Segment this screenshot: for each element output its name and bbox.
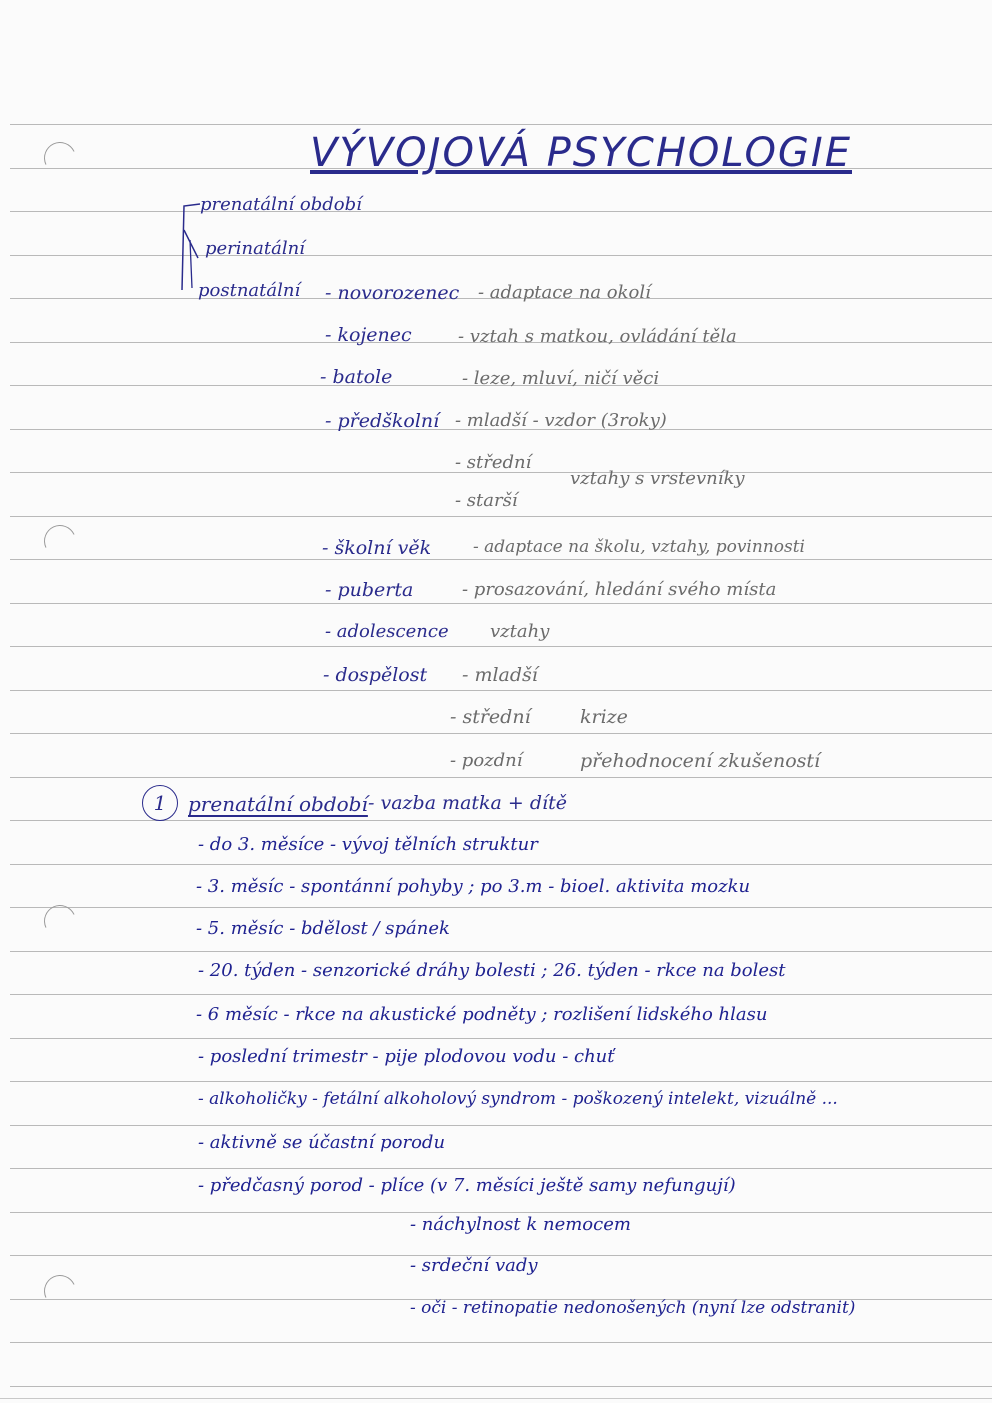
section-number: 1: [142, 785, 178, 821]
ruled-line: [10, 864, 992, 865]
stage-note: krize: [580, 706, 628, 728]
ruled-line: [10, 690, 992, 691]
section-item: - alkoholičky - fetální alkoholový syndrom - poškozený intelekt, vizuálně ...: [198, 1089, 838, 1109]
section-item: - náchylnost k nemocem: [410, 1214, 631, 1235]
stage-name: - batole: [320, 366, 393, 388]
stage-name: - střední: [455, 452, 532, 473]
stage-note: vztahy s vrstevníky: [570, 468, 745, 489]
section-item: - oči - retinopatie nedonošených (nyní lze odstranit): [410, 1298, 856, 1318]
stage-note: - vztah s matkou, ovládání těla: [458, 326, 737, 347]
stage-note: - leze, mluví, ničí věci: [462, 368, 660, 389]
section-item: - předčasný porod - plíce (v 7. měsíci ještě samy nefungují): [198, 1175, 736, 1196]
stage-name: - střední: [450, 706, 531, 728]
outline-prenatal: prenatální období: [200, 194, 362, 215]
stage-note: - prosazování, hledání svého místa: [462, 579, 777, 600]
ruled-line: [10, 1038, 992, 1039]
ruled-line: [10, 1342, 992, 1343]
stage-name: - předškolní: [325, 410, 440, 432]
ruled-line: [10, 603, 992, 604]
stage-name: - puberta: [325, 579, 414, 601]
section-heading-note: - vazba matka + dítě: [368, 792, 567, 814]
section-item: - poslední trimestr - pije plodovou vodu - chuť: [198, 1046, 615, 1067]
section-item: - 6 měsíc - rkce na akustické podněty ; rozlišení lidského hlasu: [196, 1004, 768, 1025]
stage-note: vztahy: [490, 621, 550, 642]
stage-name: - novorozenec: [325, 282, 460, 304]
stage-note: přehodnocení zkušeností: [580, 750, 821, 772]
ruled-line: [10, 516, 992, 517]
section-item: - 3. měsíc - spontánní pohyby ; po 3.m - bioel. aktivita mozku: [196, 876, 751, 897]
page-edge: [0, 1398, 992, 1399]
stage-note: - adaptace na školu, vztahy, povinnosti: [473, 537, 805, 557]
section-heading: prenatální období: [188, 792, 368, 816]
section-item: - do 3. měsíce - vývoj tělních struktur: [198, 834, 538, 855]
section-item: - 5. měsíc - bdělost / spánek: [196, 918, 450, 939]
stage-note: - mladší - vzdor (3roky): [455, 410, 667, 431]
ruled-line: [10, 907, 992, 908]
ruled-line: [10, 1125, 992, 1126]
stage-name: - kojenec: [325, 324, 412, 346]
ruled-line: [10, 777, 992, 778]
stage-name: - dospělost: [323, 664, 428, 686]
ruled-line: [10, 1386, 992, 1387]
ruled-line: [10, 211, 992, 212]
ruled-line: [10, 559, 992, 560]
ruled-line: [10, 733, 992, 734]
punch-hole: [39, 520, 80, 561]
section-item: - aktivně se účastní porodu: [198, 1132, 446, 1153]
punch-hole: [39, 137, 80, 178]
stage-name: - pozdní: [450, 750, 523, 771]
ruled-line: [10, 124, 992, 125]
ruled-line: [10, 1081, 992, 1082]
ruled-line: [10, 1168, 992, 1169]
outline-perinatal: perinatální: [205, 238, 305, 259]
stage-name: - školní věk: [322, 537, 432, 559]
section-item: - 20. týden - senzorické dráhy bolesti ; 26. týden - rkce na bolest: [198, 960, 786, 981]
stage-name: - starší: [455, 490, 518, 511]
ruled-line: [10, 951, 992, 952]
punch-hole: [39, 1270, 80, 1311]
stage-name: - adolescence: [325, 621, 449, 642]
ruled-line: [10, 1212, 992, 1213]
ruled-line: [10, 255, 992, 256]
ruled-line: [10, 646, 992, 647]
stage-note: - adaptace na okolí: [478, 282, 651, 303]
section-item: - srdeční vady: [410, 1255, 538, 1276]
page-title: VÝVOJOVÁ PSYCHOLOGIE: [310, 130, 852, 176]
stage-note: - mladší: [462, 664, 538, 686]
ruled-line: [10, 994, 992, 995]
outline-postnatal: postnatální: [198, 280, 301, 301]
